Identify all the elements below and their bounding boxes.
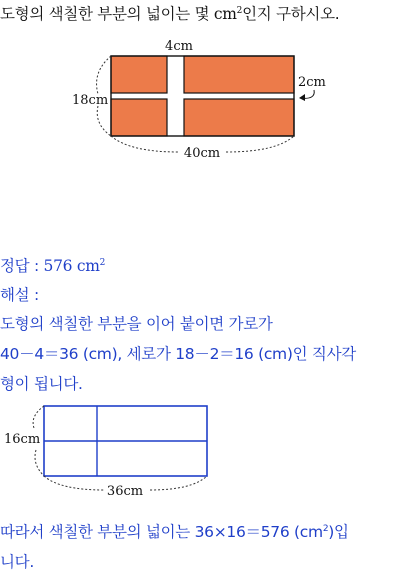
final-line-2: 니다. [0, 553, 34, 571]
answer-value: 576 [43, 257, 73, 275]
question-unit: cm [213, 5, 237, 23]
final-exponent: 2 [322, 523, 329, 534]
answer-line [0, 254, 105, 276]
figure-combined-rectangle [0, 398, 400, 508]
question-text [0, 2, 339, 24]
question-unit-exponent: 2 [236, 5, 243, 16]
explanation-line-3: 형이 됩니다. [0, 375, 83, 393]
shaded-region [111, 56, 294, 136]
answer-prefix: 정답 : [0, 257, 44, 275]
label-height-2: 16cm [4, 432, 41, 447]
final-text-after: )입 [328, 523, 349, 541]
explanation-line-2: 40－4＝36 (cm), 세로가 18－2＝16 (cm)인 직사각 [0, 345, 356, 363]
figure-cross-rectangle [0, 28, 400, 203]
label-thickness: 2cm [298, 75, 326, 90]
question-text-before: 도형의 색칠한 부분의 넓이는 몇 [0, 5, 214, 23]
label-length: 40cm [183, 146, 221, 161]
label-width: 4cm [165, 39, 193, 54]
answer-unit-exponent: 2 [99, 257, 106, 268]
final-text-before: 따라서 색칠한 부분의 넓이는 36×16＝576 (cm [0, 523, 323, 541]
explanation-heading: 해설 : [0, 286, 39, 304]
answer-unit: cm [76, 257, 100, 275]
question-text-after: 인지 구하시오. [242, 5, 340, 23]
thickness-arrow-head [299, 94, 305, 101]
label-height: 18cm [72, 93, 109, 108]
label-length-2: 36cm [106, 484, 144, 499]
final-line-1 [0, 520, 349, 542]
explanation-line-1: 도형의 색칠한 부분을 이어 붙이면 가로가 [0, 315, 273, 333]
